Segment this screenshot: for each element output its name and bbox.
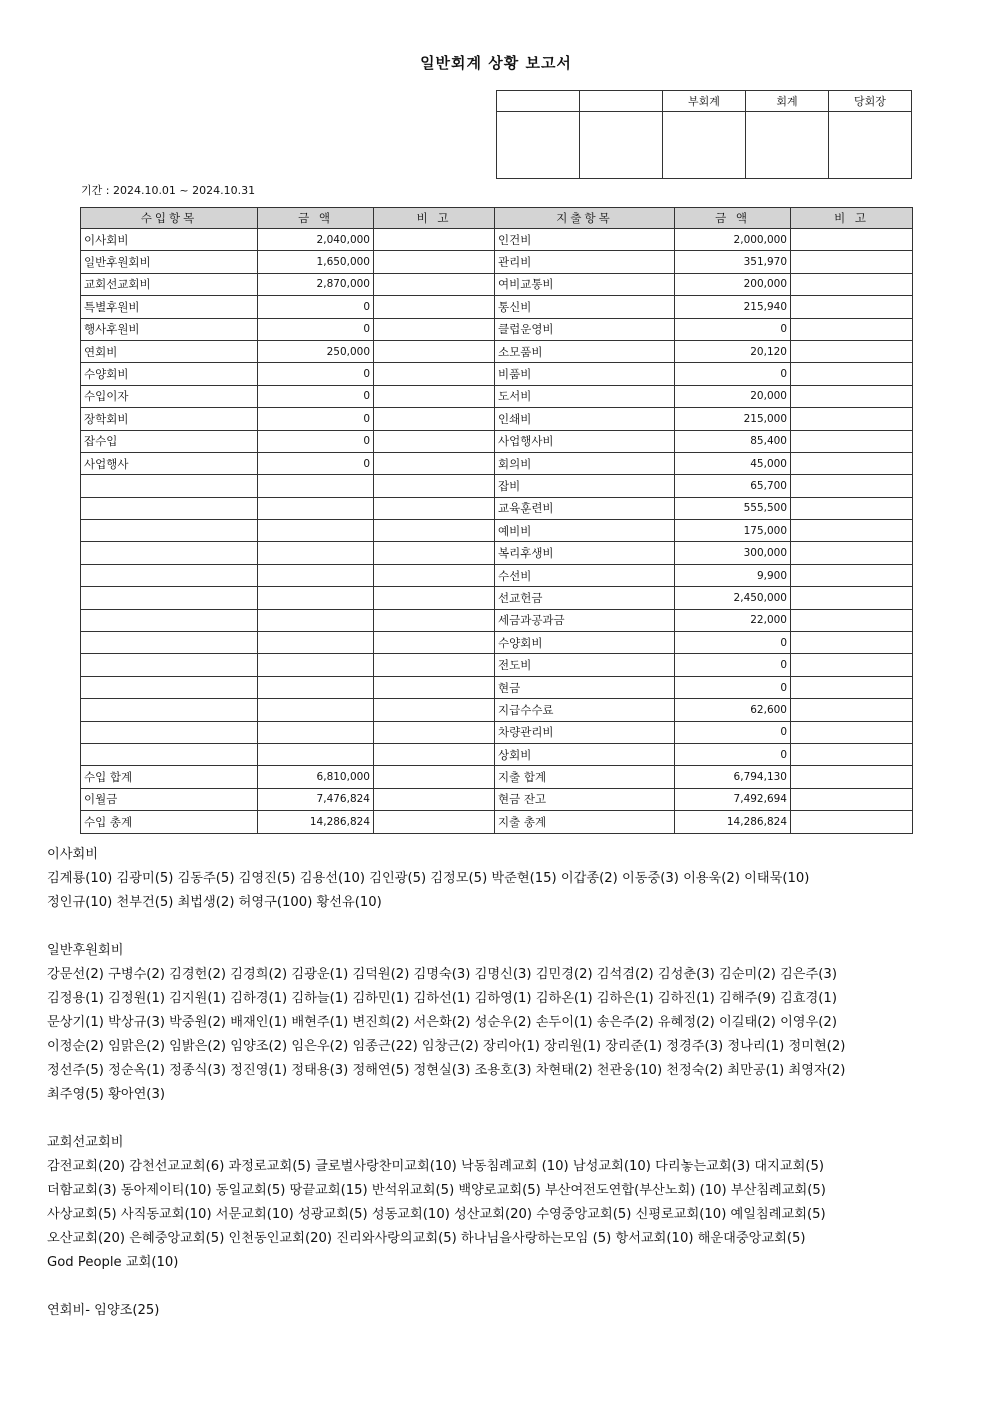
expense-note-cell (791, 587, 913, 609)
expense-amount-cell: 2,000,000 (675, 229, 791, 251)
ledger-header-row (81, 208, 913, 229)
table-row (81, 520, 913, 542)
donor-line: 더함교회(3) 동아제이티(10) 동일교회(5) 땅끝교회(15) 반석위교회(5) 백양로교회(5) 부산여전도연합(부산노회) (10) 부산침례교회(5) (47, 1183, 826, 1198)
income-amount-cell: 2,870,000 (258, 273, 374, 295)
expense-item-cell: 잡비 (495, 475, 675, 497)
expense-item-cell: 지급수수료 (495, 699, 675, 721)
expense-note-cell (791, 497, 913, 519)
table-row (81, 251, 913, 273)
expense-amount-cell: 0 (675, 654, 791, 676)
income-note-cell (374, 721, 495, 743)
expense-item-cell: 회의비 (495, 452, 675, 474)
income-note-cell (374, 654, 495, 676)
income-note-cell (374, 699, 495, 721)
expense-item-header: 지출항목 (495, 208, 675, 229)
income-item-header: 수입항목 (81, 208, 258, 229)
expense-amount-cell: 7,492,694 (675, 788, 791, 810)
table-row (81, 632, 913, 654)
table-row (81, 430, 913, 452)
donor-line: 오산교회(20) 은혜중앙교회(5) 인천동인교회(20) 진리와사랑의교회(5) 하나님을사랑하는모임 (5) 항서교회(10) 해운대중앙교회(5) (47, 1231, 806, 1246)
income-amount-cell (258, 564, 374, 586)
ledger-table (80, 207, 913, 834)
income-note-cell (374, 408, 495, 430)
approval-signature-cell (580, 112, 663, 179)
donor-line: 문상기(1) 박상규(3) 박중원(2) 배재인(1) 배현주(1) 변진희(2) 서은화(2) 성순우(2) 손두이(1) 송은주(2) 유혜정(2) 이길태(2) 이영우(2) (47, 1015, 837, 1030)
income-amount-cell: 0 (258, 363, 374, 385)
donor-line: 김계룡(10) 김광미(5) 김동주(5) 김영진(5) 김용선(10) 김인광(5) 김정모(5) 박준현(15) 이갑종(2) 이동중(3) 이용욱(2) 이태묵(10) (47, 871, 810, 886)
income-item-cell: 일반후원회비 (81, 251, 258, 273)
income-note-cell (374, 229, 495, 251)
expense-amount-cell: 175,000 (675, 520, 791, 542)
income-item-cell (81, 587, 258, 609)
expense-amount-cell: 300,000 (675, 542, 791, 564)
income-item-cell: 이월금 (81, 788, 258, 810)
donor-line: 이정순(2) 임맑은(2) 임밝은(2) 임양조(2) 임은우(2) 임종근(22) 임창근(2) 장리아(1) 장리원(1) 장리준(1) 정경주(3) 정나리(1) 정미현(2) (47, 1039, 846, 1054)
donor-line: 강문선(2) 구병수(2) 김경헌(2) 김경희(2) 김광운(1) 김덕원(2) 김명숙(3) 김명신(3) 김민경(2) 김석겸(2) 김성춘(3) 김순미(2) 김은주(3) (47, 967, 837, 982)
income-item-cell (81, 676, 258, 698)
income-note-cell (374, 743, 495, 765)
expense-note-cell (791, 564, 913, 586)
donor-line: God People 교회(10) (47, 1255, 179, 1270)
income-note-cell (374, 542, 495, 564)
table-row (81, 296, 913, 318)
approval-header-cell: 당회장 (829, 91, 912, 112)
income-note-header: 비 고 (374, 208, 495, 229)
income-amount-cell: 0 (258, 385, 374, 407)
expense-note-cell (791, 363, 913, 385)
table-row (81, 385, 913, 407)
expense-item-cell: 예비비 (495, 520, 675, 542)
report-title: 일반회계 상황 보고서 (420, 54, 572, 72)
expense-item-cell: 도서비 (495, 385, 675, 407)
income-note-cell (374, 587, 495, 609)
income-note-cell (374, 430, 495, 452)
income-note-cell (374, 452, 495, 474)
expense-amount-header: 금 액 (675, 208, 791, 229)
expense-note-cell (791, 408, 913, 430)
income-item-cell (81, 632, 258, 654)
table-row (81, 788, 913, 810)
table-row (81, 564, 913, 586)
income-note-cell (374, 273, 495, 295)
income-item-cell: 수양회비 (81, 363, 258, 385)
income-amount-header: 금 액 (258, 208, 374, 229)
income-note-cell (374, 520, 495, 542)
expense-item-cell: 교육훈련비 (495, 497, 675, 519)
income-note-cell (374, 385, 495, 407)
income-note-cell (374, 564, 495, 586)
income-item-cell: 교회선교회비 (81, 273, 258, 295)
expense-item-cell: 세금과공과금 (495, 609, 675, 631)
donor-line: 정선주(5) 정순옥(1) 정종식(3) 정진영(1) 정태용(3) 정해연(5) 정현실(3) 조용호(3) 차현태(2) 천관웅(10) 천정숙(2) 최만공(1) 최영자(2) (47, 1063, 846, 1078)
expense-item-cell: 복리후생비 (495, 542, 675, 564)
income-item-cell (81, 520, 258, 542)
donor-section-title: 일반후원회비 (47, 943, 124, 958)
table-row (81, 229, 913, 251)
income-item-cell (81, 699, 258, 721)
expense-note-cell (791, 699, 913, 721)
table-row (81, 340, 913, 362)
expense-item-cell: 비품비 (495, 363, 675, 385)
donor-line: 최주영(5) 황아연(3) (47, 1087, 165, 1102)
income-note-cell (374, 788, 495, 810)
approval-table (496, 90, 912, 179)
expense-amount-cell: 22,000 (675, 609, 791, 631)
table-row (81, 542, 913, 564)
expense-amount-cell: 215,000 (675, 408, 791, 430)
expense-item-cell: 수양회비 (495, 632, 675, 654)
expense-item-cell: 클럽운영비 (495, 318, 675, 340)
expense-amount-cell: 20,000 (675, 385, 791, 407)
donor-section (47, 1299, 957, 1323)
report-period: 기간 : 2024.10.01 ~ 2024.10.31 (81, 184, 256, 197)
expense-amount-cell: 2,450,000 (675, 587, 791, 609)
income-amount-cell: 14,286,824 (258, 811, 374, 833)
income-amount-cell: 7,476,824 (258, 788, 374, 810)
expense-note-cell (791, 542, 913, 564)
expense-amount-cell: 0 (675, 363, 791, 385)
income-note-cell (374, 340, 495, 362)
income-item-cell (81, 497, 258, 519)
donor-section (47, 1131, 957, 1275)
income-note-cell (374, 811, 495, 833)
table-row (81, 654, 913, 676)
income-amount-cell: 250,000 (258, 340, 374, 362)
table-row (81, 452, 913, 474)
income-amount-cell: 0 (258, 452, 374, 474)
expense-note-header: 비 고 (791, 208, 913, 229)
income-item-cell (81, 743, 258, 765)
expense-item-cell: 인건비 (495, 229, 675, 251)
income-amount-cell: 0 (258, 318, 374, 340)
income-note-cell (374, 497, 495, 519)
income-amount-cell (258, 721, 374, 743)
income-note-cell (374, 676, 495, 698)
approval-header-cell (580, 91, 663, 112)
expense-note-cell (791, 811, 913, 833)
table-row (81, 273, 913, 295)
expense-amount-cell: 0 (675, 632, 791, 654)
expense-note-cell (791, 609, 913, 631)
approval-signature-cell (497, 112, 580, 179)
expense-note-cell (791, 296, 913, 318)
donor-section (47, 843, 957, 915)
expense-note-cell (791, 229, 913, 251)
donor-section (47, 939, 957, 1107)
expense-note-cell (791, 452, 913, 474)
income-amount-cell: 0 (258, 430, 374, 452)
approval-signature-cell (663, 112, 746, 179)
expense-note-cell (791, 520, 913, 542)
income-item-cell (81, 542, 258, 564)
expense-note-cell (791, 475, 913, 497)
expense-amount-cell: 555,500 (675, 497, 791, 519)
income-item-cell: 연회비 (81, 340, 258, 362)
income-item-cell: 수입 합계 (81, 766, 258, 788)
table-row (81, 811, 913, 833)
table-row (81, 721, 913, 743)
table-row (81, 766, 913, 788)
expense-amount-cell: 9,900 (675, 564, 791, 586)
income-amount-cell (258, 542, 374, 564)
income-item-cell: 수입이자 (81, 385, 258, 407)
expense-note-cell (791, 743, 913, 765)
approval-header-cell (497, 91, 580, 112)
donor-line: 정인규(10) 천부건(5) 최법생(2) 허영구(100) 황선유(10) (47, 895, 382, 910)
donor-line: 사상교회(5) 사직동교회(10) 서문교회(10) 성광교회(5) 성동교회(10) 성산교회(20) 수영중앙교회(5) 신평로교회(10) 예일침례교회(5) (47, 1207, 826, 1222)
expense-item-cell: 지출 총계 (495, 811, 675, 833)
expense-amount-cell: 6,794,130 (675, 766, 791, 788)
table-row (81, 699, 913, 721)
donor-section-title: 이사회비 (47, 847, 98, 862)
income-note-cell (374, 318, 495, 340)
expense-note-cell (791, 318, 913, 340)
expense-note-cell (791, 788, 913, 810)
expense-item-cell: 상회비 (495, 743, 675, 765)
income-note-cell (374, 609, 495, 631)
income-amount-cell (258, 632, 374, 654)
expense-note-cell (791, 340, 913, 362)
expense-item-cell: 관리비 (495, 251, 675, 273)
income-amount-cell: 0 (258, 296, 374, 318)
income-item-cell: 행사후원비 (81, 318, 258, 340)
expense-item-cell: 사업행사비 (495, 430, 675, 452)
expense-item-cell: 선교헌금 (495, 587, 675, 609)
income-item-cell (81, 564, 258, 586)
expense-item-cell: 인쇄비 (495, 408, 675, 430)
income-amount-cell (258, 654, 374, 676)
income-amount-cell (258, 743, 374, 765)
expense-amount-cell: 215,940 (675, 296, 791, 318)
donor-line: 감전교회(20) 감천선교교회(6) 과정로교회(5) 글로벌사랑찬미교회(10) 낙동침례교회 (10) 남성교회(10) 다리놓는교회(3) 대지교회(5) (47, 1159, 825, 1174)
table-row (81, 743, 913, 765)
expense-note-cell (791, 273, 913, 295)
expense-item-cell: 수선비 (495, 564, 675, 586)
expense-amount-cell: 0 (675, 676, 791, 698)
income-item-cell (81, 654, 258, 676)
expense-amount-cell: 45,000 (675, 452, 791, 474)
expense-note-cell (791, 676, 913, 698)
approval-signature-cell (746, 112, 829, 179)
income-note-cell (374, 251, 495, 273)
income-amount-cell: 6,810,000 (258, 766, 374, 788)
expense-note-cell (791, 251, 913, 273)
income-note-cell (374, 632, 495, 654)
income-amount-cell (258, 520, 374, 542)
income-note-cell (374, 296, 495, 318)
expense-item-cell: 현금 (495, 676, 675, 698)
income-amount-cell: 1,650,000 (258, 251, 374, 273)
table-row (81, 408, 913, 430)
income-amount-cell (258, 676, 374, 698)
income-item-cell: 이사회비 (81, 229, 258, 251)
table-row (81, 587, 913, 609)
table-row (81, 609, 913, 631)
income-item-cell (81, 721, 258, 743)
income-amount-cell: 2,040,000 (258, 229, 374, 251)
table-row (81, 363, 913, 385)
income-item-cell: 특별후원비 (81, 296, 258, 318)
expense-note-cell (791, 654, 913, 676)
table-row (81, 497, 913, 519)
expense-note-cell (791, 430, 913, 452)
expense-item-cell: 전도비 (495, 654, 675, 676)
expense-amount-cell: 85,400 (675, 430, 791, 452)
income-amount-cell (258, 587, 374, 609)
income-item-cell: 수입 총계 (81, 811, 258, 833)
income-amount-cell (258, 497, 374, 519)
expense-item-cell: 소모품비 (495, 340, 675, 362)
income-item-cell (81, 475, 258, 497)
donor-line: 김정용(1) 김정원(1) 김지원(1) 김하경(1) 김하늘(1) 김하민(1) 김하선(1) 김하영(1) 김하온(1) 김하은(1) 김하진(1) 김해주(9) 김효경(1) (47, 991, 837, 1006)
income-item-cell: 잡수입 (81, 430, 258, 452)
expense-note-cell (791, 385, 913, 407)
income-item-cell (81, 609, 258, 631)
donor-section-title: 연회비- 임양조(25) (47, 1303, 160, 1318)
expense-amount-cell: 65,700 (675, 475, 791, 497)
approval-header-cell: 부회계 (663, 91, 746, 112)
table-row (81, 318, 913, 340)
expense-amount-cell: 0 (675, 318, 791, 340)
income-note-cell (374, 475, 495, 497)
expense-amount-cell: 62,600 (675, 699, 791, 721)
income-amount-cell (258, 699, 374, 721)
expense-amount-cell: 14,286,824 (675, 811, 791, 833)
expense-item-cell: 현금 잔고 (495, 788, 675, 810)
expense-amount-cell: 0 (675, 721, 791, 743)
expense-note-cell (791, 721, 913, 743)
expense-item-cell: 지출 합계 (495, 766, 675, 788)
approval-signature-cell (829, 112, 912, 179)
income-amount-cell (258, 475, 374, 497)
approval-header-cell: 회계 (746, 91, 829, 112)
expense-item-cell: 통신비 (495, 296, 675, 318)
expense-amount-cell: 0 (675, 743, 791, 765)
expense-amount-cell: 351,970 (675, 251, 791, 273)
expense-item-cell: 여비교통비 (495, 273, 675, 295)
expense-amount-cell: 20,120 (675, 340, 791, 362)
donor-list (47, 843, 957, 1347)
donor-section-title: 교회선교회비 (47, 1135, 124, 1150)
income-amount-cell: 0 (258, 408, 374, 430)
expense-note-cell (791, 766, 913, 788)
expense-item-cell: 차량관리비 (495, 721, 675, 743)
table-row (81, 676, 913, 698)
expense-note-cell (791, 632, 913, 654)
income-item-cell: 장학회비 (81, 408, 258, 430)
table-row (81, 475, 913, 497)
income-note-cell (374, 363, 495, 385)
income-item-cell: 사업행사 (81, 452, 258, 474)
income-note-cell (374, 766, 495, 788)
expense-amount-cell: 200,000 (675, 273, 791, 295)
income-amount-cell (258, 609, 374, 631)
